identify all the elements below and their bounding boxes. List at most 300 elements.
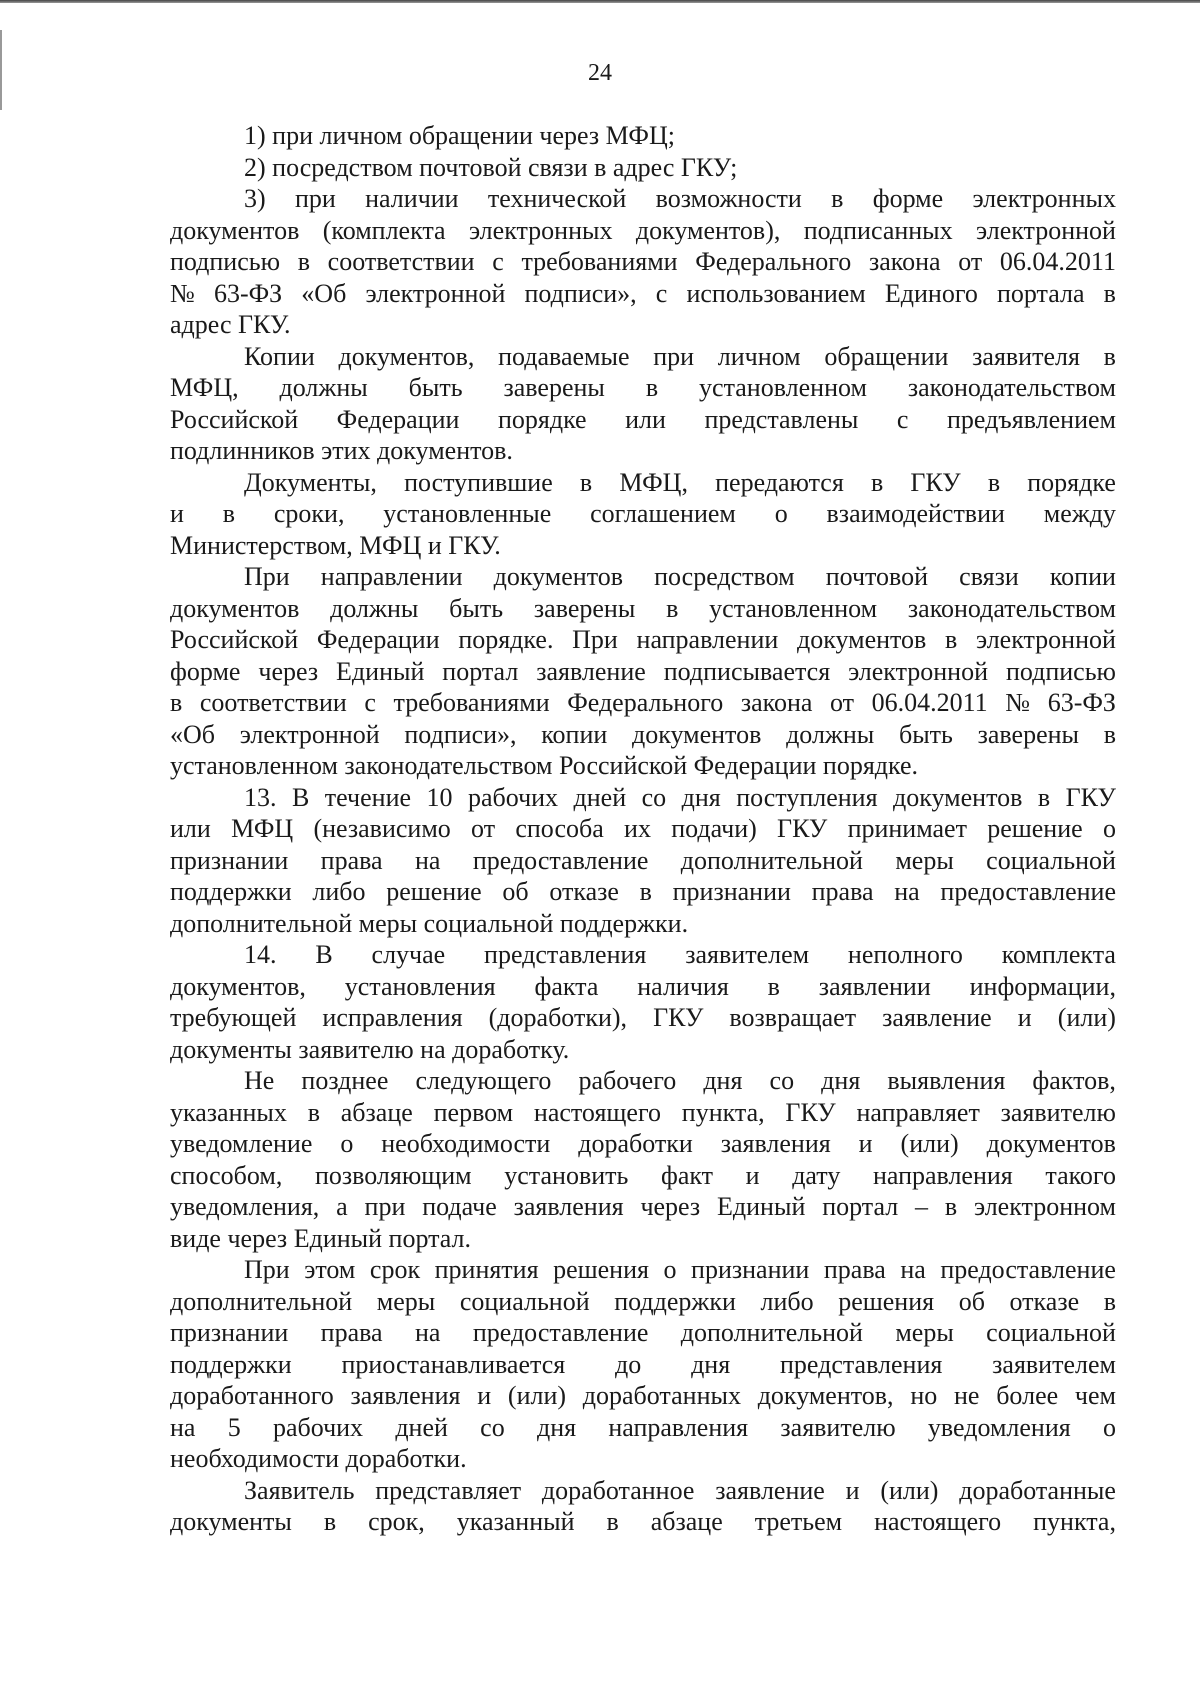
word: заявления	[350, 1381, 461, 1410]
word: об	[958, 1286, 985, 1316]
word: При	[572, 625, 618, 654]
word: взаимодействии	[826, 499, 1005, 528]
word: уведомление	[170, 1129, 313, 1158]
word: Федерального	[567, 688, 724, 717]
word: представления	[484, 940, 647, 969]
word: предъявлением	[946, 404, 1116, 434]
word: третьем	[754, 1507, 843, 1536]
word: и	[170, 499, 184, 528]
word: и	[845, 1475, 860, 1505]
word: признании	[170, 845, 289, 875]
word: на	[170, 1412, 196, 1442]
word: решение	[987, 814, 1083, 843]
word: при	[653, 341, 695, 371]
word: информации,	[969, 971, 1116, 1001]
word: между	[1043, 499, 1116, 528]
word: форме	[872, 184, 944, 213]
text-line	[170, 1349, 1116, 1381]
body-text	[170, 120, 1116, 1538]
word: признании	[691, 1255, 810, 1284]
word: на	[894, 877, 920, 906]
word: в	[870, 467, 884, 497]
word: портал	[442, 656, 519, 686]
word: в	[307, 1097, 320, 1127]
word: связи	[959, 562, 1019, 591]
word: форме	[170, 656, 241, 686]
text-line: адрес ГКУ.	[170, 310, 291, 339]
word: признании	[170, 1318, 289, 1347]
word: копии	[541, 719, 608, 749]
word: Федерации	[316, 625, 440, 654]
word: предоставление	[472, 1318, 649, 1347]
word: электронных	[972, 184, 1116, 213]
text-line	[170, 1254, 1116, 1286]
word: о	[1102, 814, 1116, 843]
word: отказе	[1009, 1286, 1080, 1316]
text-line	[170, 215, 1116, 247]
word: «Об	[170, 719, 216, 749]
word: указанный	[456, 1507, 575, 1536]
text-line	[170, 498, 1116, 530]
word: социальной	[459, 1286, 590, 1316]
word: поддержки	[170, 1349, 292, 1379]
word: заявление	[715, 1475, 825, 1505]
word: фактов,	[1032, 1066, 1116, 1095]
word: документов),	[635, 215, 781, 245]
text-line	[170, 1412, 1116, 1444]
word: портал	[822, 1192, 899, 1221]
word: приостанавливается	[341, 1349, 566, 1379]
word: обращении	[824, 341, 949, 371]
word: уведомления	[927, 1412, 1071, 1442]
word: электронных	[468, 215, 613, 245]
word: дополнительной	[170, 1286, 353, 1316]
word: документов	[796, 625, 927, 654]
word: представления	[779, 1349, 943, 1379]
word: доработанных	[582, 1381, 741, 1410]
word: в	[222, 499, 236, 528]
word: требующей	[170, 1003, 297, 1032]
text-line	[170, 1160, 1116, 1192]
word: в	[987, 467, 1001, 497]
word: документов	[493, 562, 624, 591]
word: в	[579, 467, 593, 497]
word: с	[655, 278, 668, 308]
word: В	[315, 940, 333, 969]
word: подписи»,	[524, 278, 637, 308]
word: поступления	[736, 782, 878, 812]
word: Российской	[170, 625, 299, 654]
word: принимает	[847, 814, 967, 843]
word: (или)	[880, 1475, 939, 1505]
word: (комплекта	[322, 215, 446, 245]
word: должны	[330, 593, 419, 623]
word: и	[745, 1160, 760, 1190]
word: в	[1037, 782, 1051, 812]
word: настоящего	[874, 1507, 1002, 1536]
word: (доработки),	[488, 1003, 628, 1032]
word: со	[480, 1412, 505, 1442]
scan-edge-top	[0, 0, 1200, 3]
word: заявителем	[992, 1349, 1116, 1379]
word: портала	[996, 278, 1085, 308]
word: передаются	[715, 467, 844, 497]
word: направляет	[856, 1097, 980, 1127]
word: Копии	[244, 341, 315, 371]
word: их	[624, 814, 651, 843]
word: наличии	[365, 184, 459, 213]
word: права	[320, 845, 383, 875]
word: направления	[872, 1160, 1013, 1190]
word: исправления	[322, 1003, 463, 1032]
word: через	[258, 656, 319, 686]
word: направлении	[636, 625, 779, 654]
word: представляет	[375, 1475, 522, 1505]
word: заявителем	[685, 940, 810, 969]
word: документов	[170, 593, 300, 623]
word: порядке	[1027, 467, 1116, 497]
word: о	[1102, 1412, 1116, 1442]
word: требованиями	[521, 247, 678, 276]
word: настоящего	[533, 1097, 661, 1127]
word: должны	[786, 719, 875, 749]
word: При	[244, 562, 290, 591]
word: позволяющим	[314, 1160, 472, 1190]
word: заявлении	[818, 971, 931, 1001]
text-line	[170, 1191, 1116, 1223]
word: заявления	[513, 1192, 624, 1221]
word: в	[323, 1507, 337, 1536]
word: 06.04.2011	[871, 688, 988, 717]
word: установленном	[699, 373, 867, 402]
word: меры	[895, 1318, 954, 1347]
word: предоставление	[472, 845, 649, 875]
word: о	[340, 1129, 354, 1158]
word: о	[663, 1255, 677, 1284]
word: быть	[449, 593, 504, 623]
word: более	[996, 1381, 1059, 1410]
word: установленном	[709, 593, 878, 623]
text-line	[170, 1506, 1116, 1538]
word: с	[492, 247, 504, 276]
word: возвращает	[729, 1003, 857, 1032]
word: уведомления,	[170, 1192, 320, 1221]
word: дня	[821, 1066, 861, 1095]
word: 10	[426, 782, 453, 812]
word: подписью	[170, 247, 281, 276]
word: первом	[433, 1097, 514, 1127]
word: поступившие	[404, 467, 553, 497]
word: Федерального	[695, 247, 852, 276]
word: в	[645, 373, 659, 402]
word: (или)	[1057, 1003, 1116, 1032]
word: направлении	[320, 562, 463, 591]
word: от	[830, 688, 855, 717]
word: заявителя	[972, 341, 1080, 371]
text-line: необходимости доработки.	[170, 1444, 467, 1473]
word: использованием	[686, 278, 866, 308]
word: МФЦ,	[170, 373, 239, 402]
text-line	[170, 624, 1116, 656]
word: законодательством	[907, 593, 1116, 623]
word: либо	[312, 877, 366, 906]
word: Документы,	[244, 467, 377, 497]
word: ГКУ	[910, 467, 961, 497]
word: должны	[279, 373, 368, 402]
page-number: 24	[588, 60, 612, 86]
word: подаваемые	[498, 341, 630, 371]
word: ГКУ	[785, 1097, 836, 1127]
word: поддержки	[170, 877, 292, 906]
word: порядке.	[458, 625, 554, 654]
word: при	[364, 1192, 406, 1221]
word: в	[1103, 341, 1116, 371]
word: признании	[672, 877, 791, 906]
word: в	[639, 877, 652, 906]
word: ГКУ	[1065, 782, 1116, 812]
word: (или)	[507, 1381, 567, 1410]
word: необходимости	[381, 1129, 551, 1158]
word: соответствии	[199, 688, 347, 717]
word: с	[364, 688, 376, 717]
text-line	[170, 1317, 1116, 1349]
text-line: 1) при личном обращении через МФЦ;	[244, 121, 675, 150]
word: рабочего	[578, 1066, 677, 1095]
word: личном	[717, 341, 801, 371]
text-line	[170, 687, 1116, 719]
word: документы	[170, 1507, 292, 1536]
word: наличия	[637, 971, 729, 1001]
word: электронном	[974, 1192, 1116, 1221]
word: пункта,	[681, 1097, 765, 1127]
word: электронной	[976, 625, 1116, 654]
word: заверены	[977, 719, 1080, 749]
word: рабочих	[272, 1412, 364, 1442]
word: заявление	[882, 1003, 992, 1032]
word: доработки	[578, 1129, 693, 1158]
word: быть	[408, 373, 463, 402]
word: подписью	[1005, 656, 1116, 686]
word: посредством	[654, 562, 795, 591]
word: права	[320, 1318, 383, 1347]
text-line: установленном законодательством Российской Федерации порядке.	[170, 751, 919, 780]
word: социальной	[986, 845, 1116, 875]
word: 13.	[244, 782, 277, 812]
word: в	[831, 184, 844, 213]
word: указанных	[170, 1097, 287, 1127]
word: этом	[304, 1255, 356, 1284]
word: решения	[838, 1286, 935, 1316]
word: (независимо	[313, 814, 451, 843]
word: и	[858, 1129, 873, 1158]
word: Российской	[170, 404, 299, 434]
word: заверены	[503, 373, 605, 402]
word: заявителю	[780, 1412, 896, 1442]
text-line: 2) посредством почтовой связи в адрес ГКУ;	[244, 152, 738, 182]
word: предоставление	[940, 1255, 1116, 1284]
word: не	[953, 1381, 980, 1410]
word: Единого	[884, 278, 978, 308]
word: В	[291, 782, 310, 812]
word: принятия	[434, 1255, 539, 1284]
text-line	[170, 593, 1116, 625]
word: заверены	[533, 593, 636, 623]
word: и	[1017, 1003, 1032, 1032]
word: а	[336, 1192, 348, 1221]
text-line	[170, 467, 1116, 499]
word: документов	[170, 215, 300, 245]
word: МФЦ,	[619, 467, 688, 497]
word: меры	[895, 845, 954, 875]
word: или	[170, 814, 211, 843]
word: дней	[395, 1412, 448, 1442]
word: требованиями	[393, 688, 550, 717]
word: электронной	[976, 215, 1116, 245]
text-line	[170, 561, 1116, 593]
word: электронной	[239, 719, 380, 749]
word: в	[606, 1507, 619, 1536]
word: Федерации	[336, 404, 460, 434]
word: дату	[792, 1160, 841, 1190]
word: в	[1103, 719, 1116, 749]
word: –	[915, 1192, 929, 1221]
word: рабочих	[467, 782, 559, 812]
word: документов,	[757, 1381, 894, 1410]
text-line: Министерством, МФЦ и ГКУ.	[170, 530, 501, 560]
word: 3)	[244, 184, 266, 213]
word: подписывается	[663, 656, 831, 686]
text-line	[170, 183, 1116, 215]
word: в	[170, 688, 183, 717]
text-line	[170, 719, 1116, 751]
word: МФЦ	[231, 814, 294, 843]
word: поддержки	[614, 1286, 736, 1316]
word: в	[666, 593, 679, 623]
word: или	[625, 404, 666, 434]
word: ГКУ	[653, 1003, 704, 1032]
word: с	[896, 404, 909, 434]
text-line	[170, 1002, 1116, 1034]
word: дополнительной	[680, 845, 863, 875]
word: абзаце	[340, 1097, 413, 1127]
word: абзаце	[650, 1507, 723, 1536]
text-line	[170, 782, 1116, 814]
word: заявления	[720, 1129, 831, 1158]
word: о	[774, 499, 788, 528]
word: факт	[660, 1160, 714, 1190]
word: заявление	[536, 656, 646, 686]
text-line: документы заявителю на доработку.	[170, 1034, 570, 1064]
word: подачи)	[671, 814, 757, 843]
word: Не	[244, 1066, 275, 1095]
word: и	[477, 1381, 492, 1410]
text-line	[170, 1380, 1116, 1412]
text-line	[170, 656, 1116, 688]
text-line	[170, 971, 1116, 1003]
word: позднее	[301, 1066, 389, 1095]
word: «Об	[301, 278, 347, 308]
word: доработанные	[959, 1475, 1116, 1505]
word: установленные	[383, 499, 552, 528]
text-line: виде через Единый портал.	[170, 1223, 472, 1253]
word: заявителю	[1000, 1097, 1116, 1127]
word: (или)	[900, 1129, 959, 1158]
word: от	[958, 247, 983, 276]
word: установить	[504, 1160, 629, 1190]
word: чем	[1074, 1381, 1116, 1410]
word: срок,	[368, 1507, 425, 1536]
word: решения	[553, 1255, 649, 1284]
word: 63-ФЗ	[1047, 688, 1116, 717]
text-line	[170, 939, 1116, 971]
word: дня	[703, 1066, 743, 1095]
word: права	[823, 1255, 886, 1284]
word: документов	[893, 782, 1023, 812]
word: со	[641, 782, 667, 812]
text-line	[170, 1475, 1116, 1507]
word: подписанных	[803, 215, 953, 245]
word: но	[910, 1381, 938, 1410]
word: законодательством	[907, 373, 1116, 402]
word: При	[244, 1255, 290, 1284]
word: Заявитель	[244, 1475, 355, 1505]
word: сроки,	[273, 499, 345, 528]
word: представлены	[704, 404, 859, 434]
word: ГКУ	[777, 814, 828, 843]
word: через	[640, 1192, 701, 1221]
word: факта	[534, 971, 599, 1001]
word: документов	[986, 1129, 1116, 1158]
text-line	[170, 341, 1116, 373]
text-line	[170, 404, 1116, 436]
text-line	[170, 1097, 1116, 1129]
text-line	[170, 876, 1116, 908]
text-line: дополнительной меры социальной поддержки.	[170, 908, 689, 938]
word: соответствии	[327, 247, 475, 276]
word: доработанное	[541, 1475, 695, 1505]
word: подаче	[422, 1192, 497, 1221]
word: электронной	[365, 278, 506, 308]
word: в	[945, 625, 958, 654]
word: при	[294, 184, 336, 213]
word: 14.	[244, 940, 277, 969]
text-line	[170, 1286, 1116, 1318]
word: на	[900, 1255, 926, 1284]
word: выявления	[887, 1066, 1006, 1095]
word: на	[414, 845, 441, 875]
word: почтовой	[825, 562, 929, 591]
word: неполного	[847, 940, 963, 969]
word: отказе	[549, 877, 619, 906]
text-line	[170, 845, 1116, 877]
text-line	[170, 1128, 1116, 1160]
word: Единый	[717, 1192, 806, 1221]
word: закона	[740, 688, 813, 717]
text-line	[170, 372, 1116, 404]
word: 06.04.2011	[999, 247, 1116, 276]
word: закона	[868, 247, 941, 276]
text-line	[170, 246, 1116, 278]
word: течение	[324, 782, 412, 812]
word: направления	[608, 1412, 749, 1442]
word: дополнительной	[680, 1318, 863, 1347]
word: 5	[227, 1412, 241, 1442]
word: дня	[681, 782, 721, 812]
word: быть	[898, 719, 953, 749]
word: случае	[371, 940, 446, 969]
word: способа	[515, 814, 604, 843]
word: №	[170, 278, 195, 308]
